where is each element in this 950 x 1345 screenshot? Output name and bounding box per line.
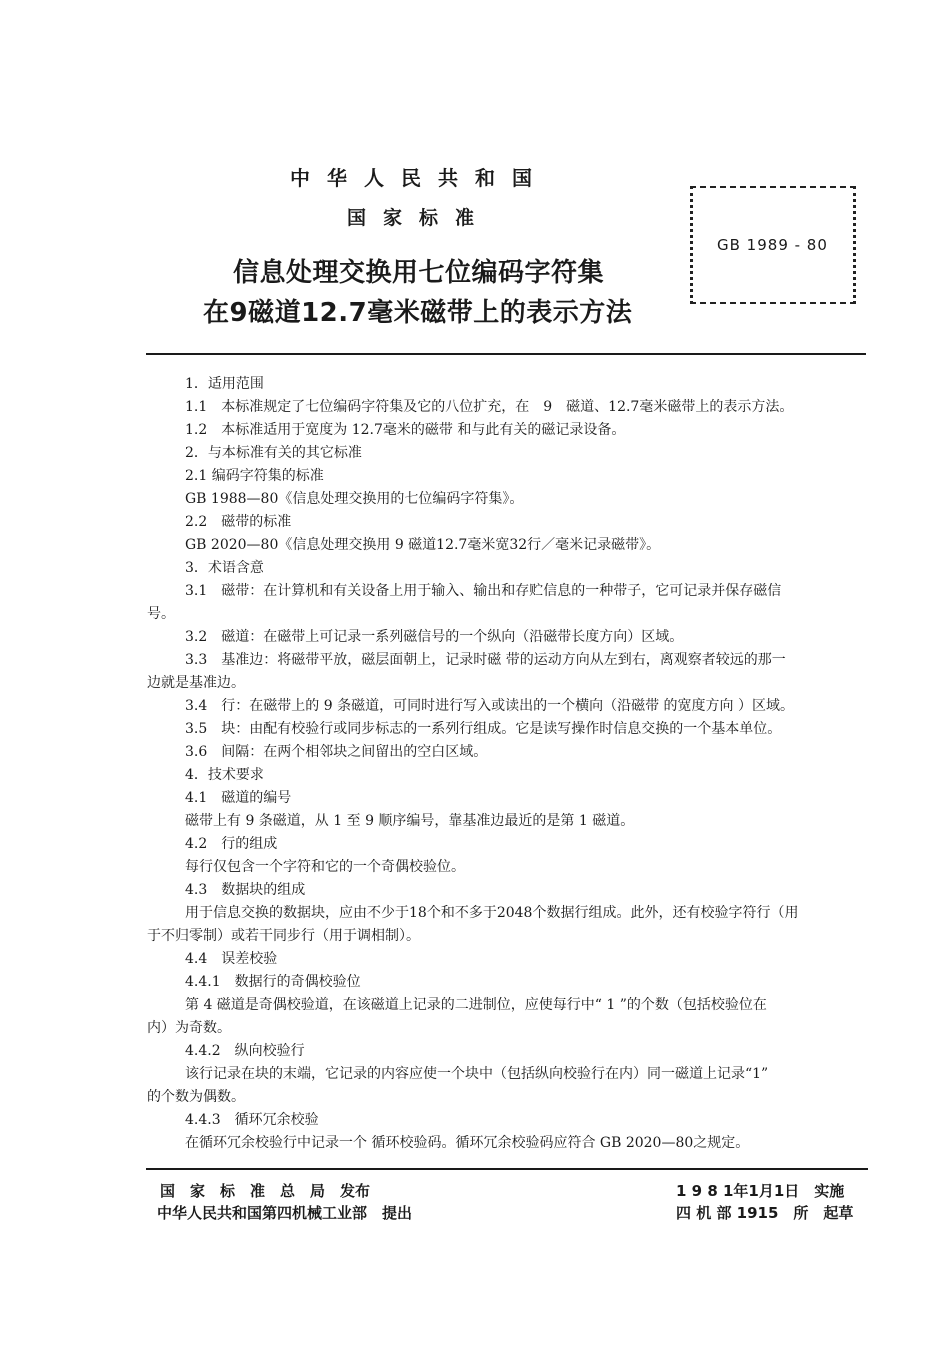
body-line: 边就是基准边。 [147, 675, 245, 691]
header-country: 中华人民共和国 [290, 166, 549, 190]
body-line: 4.4.2 纵向校验行 [185, 1043, 305, 1059]
body-line: 2.1 编码字符集的标准 [185, 468, 324, 484]
footer-implement-date: 1 9 8 1年1月1日 实施 [676, 1182, 845, 1200]
body-line: 4.3 数据块的组成 [185, 882, 306, 898]
header-standard-type: 国家标准 [347, 207, 492, 229]
body-line: 3.6 间隔：在两个相邻块之间留出的空白区域。 [185, 744, 488, 760]
title-line-2: 在9磁道12.7毫米磁带上的表示方法 [203, 298, 633, 328]
body-line: GB 1988—80《信息处理交换用的七位编码字符集》。 [185, 491, 524, 507]
body-line: GB 2020—80《信息处理交换用 9 磁道12.7毫米宽32行／毫米记录磁带》。 [185, 537, 661, 553]
body-line: 4.2 行的组成 [185, 836, 278, 852]
body-line: 第 4 磁道是奇偶校验道，在该磁道上记录的二进制位，应使每行中“ 1 ”的个数（包括校验位在 [185, 997, 767, 1013]
body-line: 4.1 磁道的编号 [185, 790, 292, 806]
body-line: 3.4 行：在磁带上的 9 条磁道，可同时进行写入或读出的一个横向（沿磁带 的宽度方向 ）区域。 [185, 698, 794, 714]
body-line: 2.2 磁带的标准 [185, 514, 292, 530]
body-line: 2．与本标准有关的其它标准 [185, 445, 362, 461]
body-line: 3.3 基准边：将磁带平放，磁层面朝上，记录时磁 带的运动方向从左到右，离观察者较远的那一 [185, 652, 786, 668]
body-line: 该行记录在块的末端，它记录的内容应使一个块中（包括纵向校验行在内）同一磁道上记录“1” [185, 1066, 769, 1082]
body-line: 4.4 误差校验 [185, 951, 278, 967]
standard-number: GB 1989 - 80 [717, 236, 828, 254]
body-line: 3.5 块：由配有校验行或同步标志的一系列行组成。它是读写操作时信息交换的一个基本单位。 [185, 721, 782, 737]
footer-drafter: 四 机 部 1915 所 起草 [676, 1204, 854, 1222]
body-line: 1.1 本标准规定了七位编码字符集及它的八位扩充，在 9 磁道、12.7毫米磁带上的表示方法。 [185, 399, 794, 415]
body-line: 磁带上有 9 条磁道，从 1 至 9 顺序编号，靠基准边最近的是第 1 磁道。 [185, 813, 635, 829]
header-divider [146, 353, 866, 355]
body-line: 于不归零制）或若干同步行（用于调相制）。 [147, 928, 420, 944]
body-line: 的个数为偶数。 [147, 1089, 245, 1105]
body-line: 4.4.1 数据行的奇偶校验位 [185, 974, 361, 990]
body-line: 内）为奇数。 [147, 1020, 231, 1036]
footer-issuer: 国 家 标 准 总 局 发布 [160, 1182, 371, 1200]
standard-number-box [690, 186, 856, 304]
body-line: 每行仅包含一个字符和它的一个奇偶校验位。 [185, 859, 465, 875]
body-line: 在循环冗余校验行中记录一个 循环校验码。循环冗余校验码应符合 GB 2020—80之规定。 [185, 1135, 750, 1151]
body-line: 3.2 磁道：在磁带上可记录一系列磁信号的一个纵向（沿磁带长度方向）区域。 [185, 629, 684, 645]
title-line-1: 信息处理交换用七位编码字符集 [233, 258, 605, 288]
body-line: 用于信息交换的数据块，应由不少于18个和不多于2048个数据行组成。此外，还有校验字符行（用 [185, 905, 799, 921]
body-line: 3．术语含意 [185, 560, 264, 576]
body-line: 号。 [147, 606, 175, 622]
footer-proposer: 中华人民共和国第四机械工业部 提出 [157, 1204, 413, 1222]
footer-divider [146, 1168, 868, 1170]
body-line: 4.4.3 循环冗余校验 [185, 1112, 319, 1128]
body-line: 3.1 磁带：在计算机和有关设备上用于输入、输出和存贮信息的一种带子，它可记录并保存磁信 [185, 583, 782, 599]
body-line: 1.2 本标准适用于宽度为 12.7毫米的磁带 和与此有关的磁记录设备。 [185, 422, 626, 438]
body-line: 4．技术要求 [185, 767, 264, 783]
body-line: 1．适用范围 [185, 376, 264, 392]
